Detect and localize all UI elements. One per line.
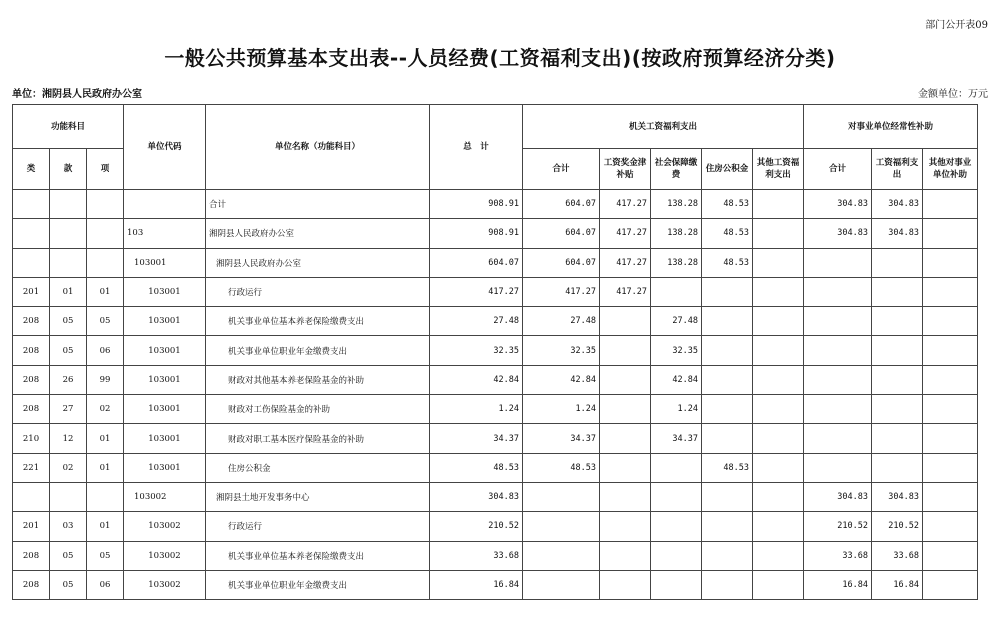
table-row xyxy=(13,219,978,248)
cell-jg-total: 604.07 xyxy=(523,219,600,248)
cell-unit-code: 103001 xyxy=(124,336,206,365)
cell-jg-total: 42.84 xyxy=(523,365,600,394)
header-sy-other: 其他对事业单位补助 xyxy=(923,149,978,190)
cell-unit-code: 103001 xyxy=(124,307,206,336)
cell-jg-housing xyxy=(702,336,753,365)
cell-kuan: 01 xyxy=(50,277,87,306)
cell-sy-other xyxy=(923,365,978,394)
cell-sy-wage: 304.83 xyxy=(872,482,923,511)
cell-kuan: 05 xyxy=(50,336,87,365)
cell-sy-other xyxy=(923,190,978,219)
cell-lei: 208 xyxy=(13,365,50,394)
cell-sy-total xyxy=(804,365,872,394)
cell-sy-other xyxy=(923,541,978,570)
cell-sy-other xyxy=(923,482,978,511)
cell-sy-wage xyxy=(872,336,923,365)
cell-kuan: 12 xyxy=(50,424,87,453)
cell-jg-housing xyxy=(702,395,753,424)
header-unit-code: 单位代码 xyxy=(124,105,206,190)
form-reference-label: 部门公开表09 xyxy=(925,20,988,31)
cell-xiang: 01 xyxy=(87,424,124,453)
cell-sy-other xyxy=(923,424,978,453)
cell-jg-social: 27.48 xyxy=(651,307,702,336)
cell-sy-other xyxy=(923,248,978,277)
cell-sy-total xyxy=(804,248,872,277)
cell-kuan xyxy=(50,482,87,511)
cell-sy-wage: 304.83 xyxy=(872,219,923,248)
cell-sy-wage xyxy=(872,453,923,482)
cell-total: 1.24 xyxy=(430,395,523,424)
cell-jg-other xyxy=(753,424,804,453)
cell-jg-wage: 417.27 xyxy=(600,219,651,248)
cell-jg-wage xyxy=(600,365,651,394)
header-kuan: 款 xyxy=(50,149,87,190)
cell-kuan: 05 xyxy=(50,541,87,570)
cell-lei xyxy=(13,219,50,248)
cell-kuan: 05 xyxy=(50,307,87,336)
cell-kuan xyxy=(50,248,87,277)
cell-xiang xyxy=(87,248,124,277)
cell-jg-social xyxy=(651,512,702,541)
cell-sy-total xyxy=(804,395,872,424)
cell-total: 32.35 xyxy=(430,336,523,365)
cell-kuan: 27 xyxy=(50,395,87,424)
amount-unit-label: 金额单位：万元 xyxy=(918,89,988,100)
table-row xyxy=(13,512,978,541)
cell-jg-housing xyxy=(702,365,753,394)
cell-jg-total: 417.27 xyxy=(523,277,600,306)
header-func-subject: 功能科目 xyxy=(13,105,124,149)
cell-jg-housing: 48.53 xyxy=(702,190,753,219)
cell-jg-total xyxy=(523,541,600,570)
cell-sy-total xyxy=(804,277,872,306)
cell-jg-other xyxy=(753,219,804,248)
cell-unit-code: 103002 xyxy=(124,541,206,570)
table-row xyxy=(13,541,978,570)
cell-unit-name: 湘阴县土地开发事务中心 xyxy=(206,482,430,511)
cell-jg-wage xyxy=(600,453,651,482)
cell-unit-name: 财政对职工基本医疗保险基金的补助 xyxy=(206,424,430,453)
cell-total: 48.53 xyxy=(430,453,523,482)
cell-jg-total: 27.48 xyxy=(523,307,600,336)
cell-jg-total xyxy=(523,512,600,541)
cell-sy-wage: 210.52 xyxy=(872,512,923,541)
cell-unit-name: 机关事业单位基本养老保险缴费支出 xyxy=(206,307,430,336)
cell-jg-wage xyxy=(600,570,651,599)
cell-xiang: 06 xyxy=(87,570,124,599)
cell-xiang: 02 xyxy=(87,395,124,424)
cell-jg-social xyxy=(651,570,702,599)
cell-jg-social: 32.35 xyxy=(651,336,702,365)
cell-sy-total: 304.83 xyxy=(804,190,872,219)
cell-unit-code: 103002 xyxy=(124,482,206,511)
cell-sy-wage: 33.68 xyxy=(872,541,923,570)
header-xiang: 项 xyxy=(87,149,124,190)
cell-jg-wage xyxy=(600,541,651,570)
cell-jg-other xyxy=(753,453,804,482)
cell-jg-housing: 48.53 xyxy=(702,248,753,277)
cell-total: 210.52 xyxy=(430,512,523,541)
cell-lei: 221 xyxy=(13,453,50,482)
cell-sy-wage xyxy=(872,307,923,336)
cell-jg-other xyxy=(753,482,804,511)
cell-jg-wage xyxy=(600,307,651,336)
cell-sy-other xyxy=(923,453,978,482)
cell-kuan xyxy=(50,190,87,219)
header-unit-name: 单位名称（功能科目） xyxy=(206,105,430,190)
table-row xyxy=(13,365,978,394)
cell-xiang xyxy=(87,482,124,511)
header-lei: 类 xyxy=(13,149,50,190)
cell-jg-housing: 48.53 xyxy=(702,453,753,482)
cell-total: 42.84 xyxy=(430,365,523,394)
header-jg-total: 合计 xyxy=(523,149,600,190)
cell-sy-total: 16.84 xyxy=(804,570,872,599)
table-row xyxy=(13,248,978,277)
cell-jg-social: 1.24 xyxy=(651,395,702,424)
cell-unit-name: 湘阴县人民政府办公室 xyxy=(206,248,430,277)
cell-lei: 208 xyxy=(13,541,50,570)
cell-jg-housing xyxy=(702,541,753,570)
table-body xyxy=(13,190,978,600)
header-group-jg: 机关工资福利支出 xyxy=(523,105,804,149)
cell-lei: 201 xyxy=(13,277,50,306)
cell-unit-name: 财政对工伤保险基金的补助 xyxy=(206,395,430,424)
cell-unit-name: 湘阴县人民政府办公室 xyxy=(206,219,430,248)
cell-jg-total xyxy=(523,570,600,599)
cell-sy-wage: 304.83 xyxy=(872,190,923,219)
cell-sy-other xyxy=(923,336,978,365)
cell-total: 304.83 xyxy=(430,482,523,511)
cell-sy-wage xyxy=(872,277,923,306)
table-row xyxy=(13,190,978,219)
cell-jg-other xyxy=(753,307,804,336)
cell-jg-social: 42.84 xyxy=(651,365,702,394)
header-jg-social: 社会保障缴费 xyxy=(651,149,702,190)
cell-total: 417.27 xyxy=(430,277,523,306)
cell-jg-housing xyxy=(702,482,753,511)
cell-jg-housing: 48.53 xyxy=(702,219,753,248)
page-title: 一般公共预算基本支出表--人员经费(工资福利支出)(按政府预算经济分类) xyxy=(164,46,836,70)
cell-jg-social xyxy=(651,453,702,482)
cell-unit-name: 合计 xyxy=(206,190,430,219)
cell-lei: 208 xyxy=(13,307,50,336)
cell-jg-social: 138.28 xyxy=(651,248,702,277)
cell-total: 33.68 xyxy=(430,541,523,570)
cell-sy-other xyxy=(923,307,978,336)
cell-xiang: 01 xyxy=(87,512,124,541)
cell-sy-wage xyxy=(872,365,923,394)
cell-sy-total: 33.68 xyxy=(804,541,872,570)
cell-jg-social xyxy=(651,482,702,511)
cell-jg-total: 48.53 xyxy=(523,453,600,482)
cell-lei: 210 xyxy=(13,424,50,453)
table-row xyxy=(13,336,978,365)
cell-jg-total: 604.07 xyxy=(523,248,600,277)
cell-xiang: 01 xyxy=(87,453,124,482)
cell-unit-code: 103001 xyxy=(124,365,206,394)
cell-kuan: 05 xyxy=(50,570,87,599)
cell-sy-other xyxy=(923,512,978,541)
cell-jg-other xyxy=(753,570,804,599)
cell-lei: 208 xyxy=(13,570,50,599)
cell-jg-other xyxy=(753,512,804,541)
cell-unit-name: 机关事业单位职业年金缴费支出 xyxy=(206,336,430,365)
cell-jg-housing xyxy=(702,570,753,599)
cell-lei xyxy=(13,482,50,511)
table-row xyxy=(13,482,978,511)
cell-total: 27.48 xyxy=(430,307,523,336)
table-row xyxy=(13,307,978,336)
cell-unit-code: 103001 xyxy=(124,277,206,306)
cell-unit-name: 机关事业单位基本养老保险缴费支出 xyxy=(206,541,430,570)
cell-jg-other xyxy=(753,541,804,570)
cell-kuan: 26 xyxy=(50,365,87,394)
cell-jg-other xyxy=(753,336,804,365)
cell-jg-other xyxy=(753,190,804,219)
header-group-sy: 对事业单位经常性补助 xyxy=(804,105,978,149)
cell-sy-wage xyxy=(872,424,923,453)
cell-xiang: 06 xyxy=(87,336,124,365)
cell-unit-code: 103001 xyxy=(124,248,206,277)
cell-jg-housing xyxy=(702,277,753,306)
cell-jg-social xyxy=(651,541,702,570)
cell-unit-code: 103001 xyxy=(124,424,206,453)
cell-sy-total: 304.83 xyxy=(804,482,872,511)
cell-jg-social: 34.37 xyxy=(651,424,702,453)
cell-sy-total: 210.52 xyxy=(804,512,872,541)
cell-sy-total xyxy=(804,307,872,336)
header-total: 总 计 xyxy=(430,105,523,190)
cell-jg-wage xyxy=(600,424,651,453)
cell-jg-wage: 417.27 xyxy=(600,190,651,219)
header-sy-wage: 工资福利支出 xyxy=(872,149,923,190)
cell-jg-other xyxy=(753,395,804,424)
cell-kuan: 02 xyxy=(50,453,87,482)
cell-unit-name: 行政运行 xyxy=(206,512,430,541)
cell-unit-code: 103001 xyxy=(124,453,206,482)
cell-xiang: 99 xyxy=(87,365,124,394)
cell-sy-other xyxy=(923,395,978,424)
cell-jg-wage xyxy=(600,336,651,365)
budget-table xyxy=(12,104,978,600)
cell-jg-other xyxy=(753,365,804,394)
cell-kuan: 03 xyxy=(50,512,87,541)
cell-jg-total: 32.35 xyxy=(523,336,600,365)
cell-lei: 208 xyxy=(13,395,50,424)
cell-jg-other xyxy=(753,277,804,306)
table-row xyxy=(13,277,978,306)
cell-xiang xyxy=(87,219,124,248)
cell-lei xyxy=(13,248,50,277)
cell-jg-total: 34.37 xyxy=(523,424,600,453)
cell-jg-wage: 417.27 xyxy=(600,248,651,277)
cell-jg-total: 1.24 xyxy=(523,395,600,424)
cell-unit-code: 103 xyxy=(124,219,206,248)
cell-unit-name: 住房公积金 xyxy=(206,453,430,482)
cell-unit-name: 行政运行 xyxy=(206,277,430,306)
cell-jg-housing xyxy=(702,512,753,541)
table-row xyxy=(13,395,978,424)
table-row xyxy=(13,570,978,599)
cell-jg-wage xyxy=(600,395,651,424)
cell-jg-wage: 417.27 xyxy=(600,277,651,306)
cell-xiang: 01 xyxy=(87,277,124,306)
cell-xiang xyxy=(87,190,124,219)
cell-total: 908.91 xyxy=(430,190,523,219)
cell-sy-total xyxy=(804,336,872,365)
cell-sy-other xyxy=(923,219,978,248)
cell-total: 604.07 xyxy=(430,248,523,277)
cell-unit-name: 财政对其他基本养老保险基金的补助 xyxy=(206,365,430,394)
cell-jg-housing xyxy=(702,307,753,336)
cell-unit-code: 103002 xyxy=(124,512,206,541)
cell-jg-social: 138.28 xyxy=(651,190,702,219)
cell-sy-total xyxy=(804,453,872,482)
cell-total: 16.84 xyxy=(430,570,523,599)
cell-xiang: 05 xyxy=(87,541,124,570)
cell-sy-total xyxy=(804,424,872,453)
cell-sy-wage xyxy=(872,395,923,424)
cell-sy-wage xyxy=(872,248,923,277)
cell-xiang: 05 xyxy=(87,307,124,336)
cell-sy-total: 304.83 xyxy=(804,219,872,248)
cell-jg-wage xyxy=(600,482,651,511)
header-jg-other: 其他工资福利支出 xyxy=(753,149,804,190)
header-jg-housing: 住房公积金 xyxy=(702,149,753,190)
table-row xyxy=(13,453,978,482)
cell-sy-wage: 16.84 xyxy=(872,570,923,599)
cell-sy-other xyxy=(923,277,978,306)
cell-total: 908.91 xyxy=(430,219,523,248)
header-jg-wage: 工资奖金津补贴 xyxy=(600,149,651,190)
cell-lei xyxy=(13,190,50,219)
unit-label: 单位：湘阴县人民政府办公室 xyxy=(12,89,142,100)
cell-jg-social: 138.28 xyxy=(651,219,702,248)
cell-jg-total: 604.07 xyxy=(523,190,600,219)
cell-total: 34.37 xyxy=(430,424,523,453)
cell-jg-housing xyxy=(702,424,753,453)
table-row xyxy=(13,424,978,453)
cell-jg-other xyxy=(753,248,804,277)
cell-jg-social xyxy=(651,277,702,306)
cell-lei: 208 xyxy=(13,336,50,365)
cell-unit-code: 103002 xyxy=(124,570,206,599)
header-sy-total: 合计 xyxy=(804,149,872,190)
cell-lei: 201 xyxy=(13,512,50,541)
cell-sy-other xyxy=(923,570,978,599)
cell-unit-code: 103001 xyxy=(124,395,206,424)
cell-unit-code xyxy=(124,190,206,219)
cell-kuan xyxy=(50,219,87,248)
cell-jg-wage xyxy=(600,512,651,541)
cell-jg-total xyxy=(523,482,600,511)
cell-unit-name: 机关事业单位职业年金缴费支出 xyxy=(206,570,430,599)
